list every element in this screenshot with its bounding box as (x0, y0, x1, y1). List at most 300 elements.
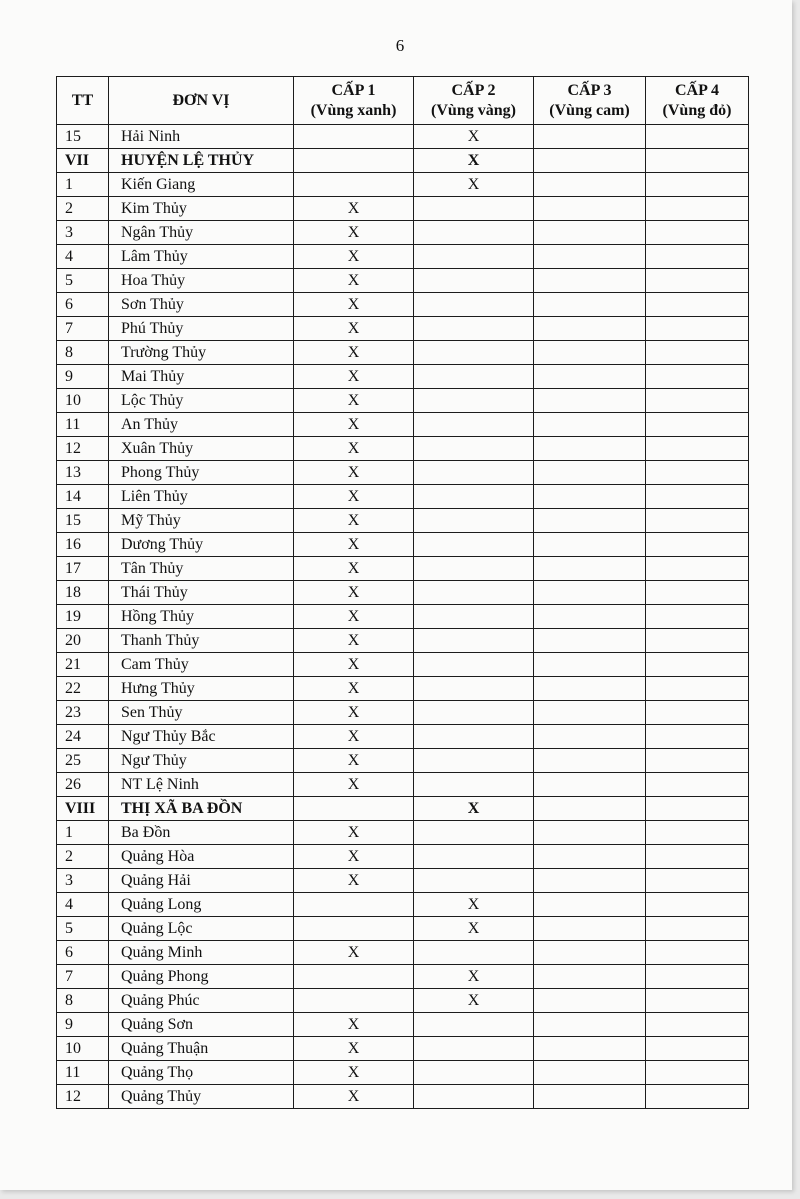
level-3-cell (534, 389, 646, 413)
unit-name: Sơn Thủy (109, 293, 294, 317)
level-4-cell (646, 941, 749, 965)
level-4-cell (646, 1013, 749, 1037)
level-2-cell (414, 749, 534, 773)
unit-name: Phú Thủy (109, 317, 294, 341)
row-number: 20 (57, 629, 109, 653)
level-3-cell (534, 773, 646, 797)
unit-name: Ngư Thủy Bắc (109, 725, 294, 749)
group-row (57, 149, 749, 173)
header-tt: TT (57, 77, 109, 125)
level-1-cell (294, 245, 414, 269)
unit-name: Sen Thủy (109, 701, 294, 725)
level-1-cell (294, 797, 414, 821)
unit-name: Hải Ninh (109, 125, 294, 149)
table-row (57, 197, 749, 221)
unit-name: Ngân Thủy (109, 221, 294, 245)
row-number: 21 (57, 653, 109, 677)
row-number: 15 (57, 125, 109, 149)
level-3-cell (534, 221, 646, 245)
level-2-cell (414, 797, 534, 821)
row-number: 23 (57, 701, 109, 725)
level-4-cell (646, 653, 749, 677)
row-number: 3 (57, 221, 109, 245)
table-row (57, 917, 749, 941)
level-1-cell (294, 437, 414, 461)
level-2-cell (414, 293, 534, 317)
level-mark: X (467, 151, 480, 169)
header-level-1-name: CẤP 1 (331, 81, 376, 99)
unit-name: Dương Thủy (109, 533, 294, 557)
unit-name: Lâm Thủy (109, 245, 294, 269)
unit-name: Ngư Thủy (109, 749, 294, 773)
level-1-cell (294, 557, 414, 581)
level-2-cell (414, 557, 534, 581)
row-number: 9 (57, 365, 109, 389)
level-1-cell (294, 605, 414, 629)
group-name: HUYỆN LỆ THỦY (109, 149, 294, 173)
unit-name: Quảng Sơn (109, 1013, 294, 1037)
unit-name: Kim Thủy (109, 197, 294, 221)
level-2-cell (414, 845, 534, 869)
level-2-cell (414, 485, 534, 509)
row-number: 3 (57, 869, 109, 893)
level-4-cell (646, 341, 749, 365)
level-4-cell (646, 509, 749, 533)
level-mark: X (347, 199, 360, 217)
level-1-cell (294, 293, 414, 317)
level-3-cell (534, 269, 646, 293)
level-mark: X (347, 319, 360, 337)
unit-name: Quảng Long (109, 893, 294, 917)
group-name: THỊ XÃ BA ĐỒN (109, 797, 294, 821)
level-4-cell (646, 317, 749, 341)
level-3-cell (534, 821, 646, 845)
table-row (57, 605, 749, 629)
level-3-cell (534, 509, 646, 533)
table-row (57, 509, 749, 533)
level-3-cell (534, 581, 646, 605)
table-row (57, 221, 749, 245)
level-2-cell (414, 941, 534, 965)
level-mark: X (347, 871, 360, 889)
level-4-cell (646, 845, 749, 869)
level-mark: X (347, 583, 360, 601)
level-4-cell (646, 1085, 749, 1109)
table-row (57, 125, 749, 149)
level-3-cell (534, 1013, 646, 1037)
table-body (57, 125, 749, 1109)
level-2-cell (414, 1085, 534, 1109)
unit-name: Quảng Hải (109, 869, 294, 893)
level-2-cell (414, 917, 534, 941)
row-number: 10 (57, 1037, 109, 1061)
level-mark: X (347, 535, 360, 553)
level-4-cell (646, 605, 749, 629)
row-number: 5 (57, 917, 109, 941)
row-number: 19 (57, 605, 109, 629)
level-4-cell (646, 725, 749, 749)
unit-name: Trường Thủy (109, 341, 294, 365)
level-4-cell (646, 869, 749, 893)
level-mark: X (347, 679, 360, 697)
table-row (57, 749, 749, 773)
level-2-cell (414, 581, 534, 605)
level-2-cell (414, 245, 534, 269)
level-1-cell (294, 677, 414, 701)
row-number: VIII (57, 797, 109, 821)
level-2-cell (414, 893, 534, 917)
row-number: 14 (57, 485, 109, 509)
table-row (57, 557, 749, 581)
table-row (57, 1037, 749, 1061)
level-2-cell (414, 989, 534, 1013)
level-1-cell (294, 629, 414, 653)
level-1-cell (294, 773, 414, 797)
table-row (57, 941, 749, 965)
level-1-cell (294, 653, 414, 677)
table-row (57, 677, 749, 701)
level-3-cell (534, 629, 646, 653)
level-1-cell (294, 917, 414, 941)
unit-name: Lộc Thủy (109, 389, 294, 413)
level-1-cell (294, 821, 414, 845)
zone-level-table (56, 76, 749, 1109)
level-mark: X (347, 391, 360, 409)
table-row (57, 845, 749, 869)
unit-name: Quảng Minh (109, 941, 294, 965)
row-number: 1 (57, 173, 109, 197)
level-mark: X (347, 439, 360, 457)
table-row (57, 653, 749, 677)
level-mark: X (467, 991, 480, 1009)
level-mark: X (347, 463, 360, 481)
level-mark: X (347, 1063, 360, 1081)
level-mark: X (347, 727, 360, 745)
level-3-cell (534, 917, 646, 941)
level-4-cell (646, 125, 749, 149)
table-row (57, 173, 749, 197)
level-1-cell (294, 221, 414, 245)
level-mark: X (347, 367, 360, 385)
row-number: 22 (57, 677, 109, 701)
level-3-cell (534, 893, 646, 917)
level-4-cell (646, 965, 749, 989)
table-header (57, 77, 749, 125)
row-number: 12 (57, 1085, 109, 1109)
level-3-cell (534, 149, 646, 173)
level-mark: X (347, 655, 360, 673)
unit-name: Quảng Thuận (109, 1037, 294, 1061)
level-4-cell (646, 797, 749, 821)
table-row (57, 317, 749, 341)
unit-name: Ba Đồn (109, 821, 294, 845)
level-3-cell (534, 413, 646, 437)
row-number: 24 (57, 725, 109, 749)
level-1-cell (294, 989, 414, 1013)
level-mark: X (467, 919, 480, 937)
level-4-cell (646, 557, 749, 581)
header-level-1-zone: (Vùng xanh) (310, 101, 397, 119)
unit-name: Thái Thủy (109, 581, 294, 605)
row-number: 7 (57, 317, 109, 341)
row-number: 12 (57, 437, 109, 461)
row-number: 5 (57, 269, 109, 293)
unit-name: Quảng Phúc (109, 989, 294, 1013)
level-1-cell (294, 389, 414, 413)
level-mark: X (347, 487, 360, 505)
table-row (57, 485, 749, 509)
level-3-cell (534, 1085, 646, 1109)
row-number: 25 (57, 749, 109, 773)
level-3-cell (534, 317, 646, 341)
level-mark: X (347, 295, 360, 313)
level-1-cell (294, 701, 414, 725)
level-4-cell (646, 989, 749, 1013)
table-row (57, 869, 749, 893)
level-2-cell (414, 269, 534, 293)
level-3-cell (534, 365, 646, 389)
header-level-4-name: CẤP 4 (675, 81, 719, 99)
level-1-cell (294, 749, 414, 773)
level-1-cell (294, 269, 414, 293)
unit-name: Kiến Giang (109, 173, 294, 197)
level-4-cell (646, 197, 749, 221)
level-mark: X (347, 247, 360, 265)
unit-name: Mỹ Thủy (109, 509, 294, 533)
row-number: 16 (57, 533, 109, 557)
level-mark: X (347, 1039, 360, 1057)
level-1-cell (294, 197, 414, 221)
table-row (57, 773, 749, 797)
level-1-cell (294, 965, 414, 989)
unit-name: Hưng Thủy (109, 677, 294, 701)
table-row (57, 533, 749, 557)
level-1-cell (294, 845, 414, 869)
level-4-cell (646, 1037, 749, 1061)
row-number: 17 (57, 557, 109, 581)
header-row (57, 77, 749, 125)
level-4-cell (646, 917, 749, 941)
level-3-cell (534, 197, 646, 221)
header-level-2-name: CẤP 2 (451, 81, 496, 99)
table-row (57, 701, 749, 725)
level-2-cell (414, 653, 534, 677)
level-4-cell (646, 677, 749, 701)
header-level-4-zone: (Vùng đỏ) (662, 101, 732, 119)
level-mark: X (347, 559, 360, 577)
level-3-cell (534, 941, 646, 965)
row-number: 11 (57, 1061, 109, 1085)
level-1-cell (294, 317, 414, 341)
row-number: 4 (57, 893, 109, 917)
level-2-cell (414, 413, 534, 437)
level-4-cell (646, 245, 749, 269)
level-3-cell (534, 341, 646, 365)
level-mark: X (347, 607, 360, 625)
level-3-cell (534, 653, 646, 677)
level-2-cell (414, 965, 534, 989)
unit-name: Quảng Phong (109, 965, 294, 989)
level-2-cell (414, 533, 534, 557)
level-mark: X (347, 511, 360, 529)
level-2-cell (414, 149, 534, 173)
level-3-cell (534, 1037, 646, 1061)
level-2-cell (414, 1037, 534, 1061)
level-3-cell (534, 989, 646, 1013)
unit-name: An Thủy (109, 413, 294, 437)
level-2-cell (414, 1061, 534, 1085)
level-2-cell (414, 869, 534, 893)
table-row (57, 389, 749, 413)
header-level-1 (294, 77, 414, 125)
row-number: 18 (57, 581, 109, 605)
row-number: 9 (57, 1013, 109, 1037)
row-number: 8 (57, 341, 109, 365)
level-2-cell (414, 197, 534, 221)
level-1-cell (294, 341, 414, 365)
header-level-4 (646, 77, 749, 125)
level-3-cell (534, 293, 646, 317)
level-2-cell (414, 821, 534, 845)
level-mark: X (347, 847, 360, 865)
unit-name: Quảng Thọ (109, 1061, 294, 1085)
level-1-cell (294, 869, 414, 893)
level-3-cell (534, 677, 646, 701)
row-number: 2 (57, 197, 109, 221)
header-don-vi: ĐƠN VỊ (109, 77, 294, 125)
level-mark: X (347, 271, 360, 289)
table-row (57, 1013, 749, 1037)
level-2-cell (414, 677, 534, 701)
level-mark: X (347, 703, 360, 721)
level-1-cell (294, 173, 414, 197)
level-1-cell (294, 581, 414, 605)
level-4-cell (646, 701, 749, 725)
level-3-cell (534, 797, 646, 821)
table-row (57, 365, 749, 389)
level-mark: X (347, 1087, 360, 1105)
table-row (57, 893, 749, 917)
unit-name: Hoa Thủy (109, 269, 294, 293)
level-4-cell (646, 1061, 749, 1085)
row-number: 1 (57, 821, 109, 845)
group-row (57, 797, 749, 821)
level-2-cell (414, 1013, 534, 1037)
level-4-cell (646, 461, 749, 485)
level-4-cell (646, 269, 749, 293)
page-number: 6 (395, 36, 405, 55)
level-1-cell (294, 413, 414, 437)
level-4-cell (646, 533, 749, 557)
row-number: 6 (57, 941, 109, 965)
table-row (57, 461, 749, 485)
level-1-cell (294, 725, 414, 749)
row-number: 10 (57, 389, 109, 413)
level-3-cell (534, 437, 646, 461)
unit-name: Quảng Lộc (109, 917, 294, 941)
level-1-cell (294, 149, 414, 173)
level-4-cell (646, 365, 749, 389)
level-3-cell (534, 173, 646, 197)
level-4-cell (646, 149, 749, 173)
table-row (57, 989, 749, 1013)
level-1-cell (294, 509, 414, 533)
level-mark: X (467, 799, 480, 817)
unit-name: Quảng Hòa (109, 845, 294, 869)
level-4-cell (646, 629, 749, 653)
level-4-cell (646, 293, 749, 317)
level-3-cell (534, 749, 646, 773)
level-3-cell (534, 869, 646, 893)
level-4-cell (646, 893, 749, 917)
level-mark: X (347, 1015, 360, 1033)
level-1-cell (294, 461, 414, 485)
table-row (57, 413, 749, 437)
unit-name: Thanh Thủy (109, 629, 294, 653)
table-row (57, 581, 749, 605)
level-mark: X (347, 415, 360, 433)
level-1-cell (294, 1013, 414, 1037)
row-number: 7 (57, 965, 109, 989)
row-number: 6 (57, 293, 109, 317)
level-1-cell (294, 1037, 414, 1061)
level-mark: X (467, 895, 480, 913)
table-row (57, 821, 749, 845)
level-3-cell (534, 533, 646, 557)
level-2-cell (414, 341, 534, 365)
table-row (57, 269, 749, 293)
level-1-cell (294, 941, 414, 965)
level-2-cell (414, 125, 534, 149)
table-row (57, 965, 749, 989)
row-number: VII (57, 149, 109, 173)
level-2-cell (414, 773, 534, 797)
level-4-cell (646, 773, 749, 797)
level-4-cell (646, 821, 749, 845)
level-mark: X (467, 967, 480, 985)
level-4-cell (646, 389, 749, 413)
level-4-cell (646, 485, 749, 509)
unit-name: Hồng Thủy (109, 605, 294, 629)
level-mark: X (347, 343, 360, 361)
header-level-3-name: CẤP 3 (567, 81, 612, 99)
unit-name: Phong Thủy (109, 461, 294, 485)
table-row (57, 1061, 749, 1085)
level-2-cell (414, 365, 534, 389)
level-1-cell (294, 365, 414, 389)
row-number: 26 (57, 773, 109, 797)
row-number: 4 (57, 245, 109, 269)
row-number: 13 (57, 461, 109, 485)
table-row (57, 629, 749, 653)
level-2-cell (414, 317, 534, 341)
table-row (57, 1085, 749, 1109)
unit-name: NT Lệ Ninh (109, 773, 294, 797)
unit-name: Xuân Thủy (109, 437, 294, 461)
level-mark: X (347, 223, 360, 241)
level-mark: X (347, 631, 360, 649)
level-4-cell (646, 221, 749, 245)
level-3-cell (534, 1061, 646, 1085)
level-2-cell (414, 461, 534, 485)
level-mark: X (467, 127, 480, 145)
row-number: 15 (57, 509, 109, 533)
level-2-cell (414, 389, 534, 413)
level-2-cell (414, 701, 534, 725)
row-number: 2 (57, 845, 109, 869)
unit-name: Liên Thủy (109, 485, 294, 509)
header-level-2-zone: (Vùng vàng) (431, 101, 516, 119)
